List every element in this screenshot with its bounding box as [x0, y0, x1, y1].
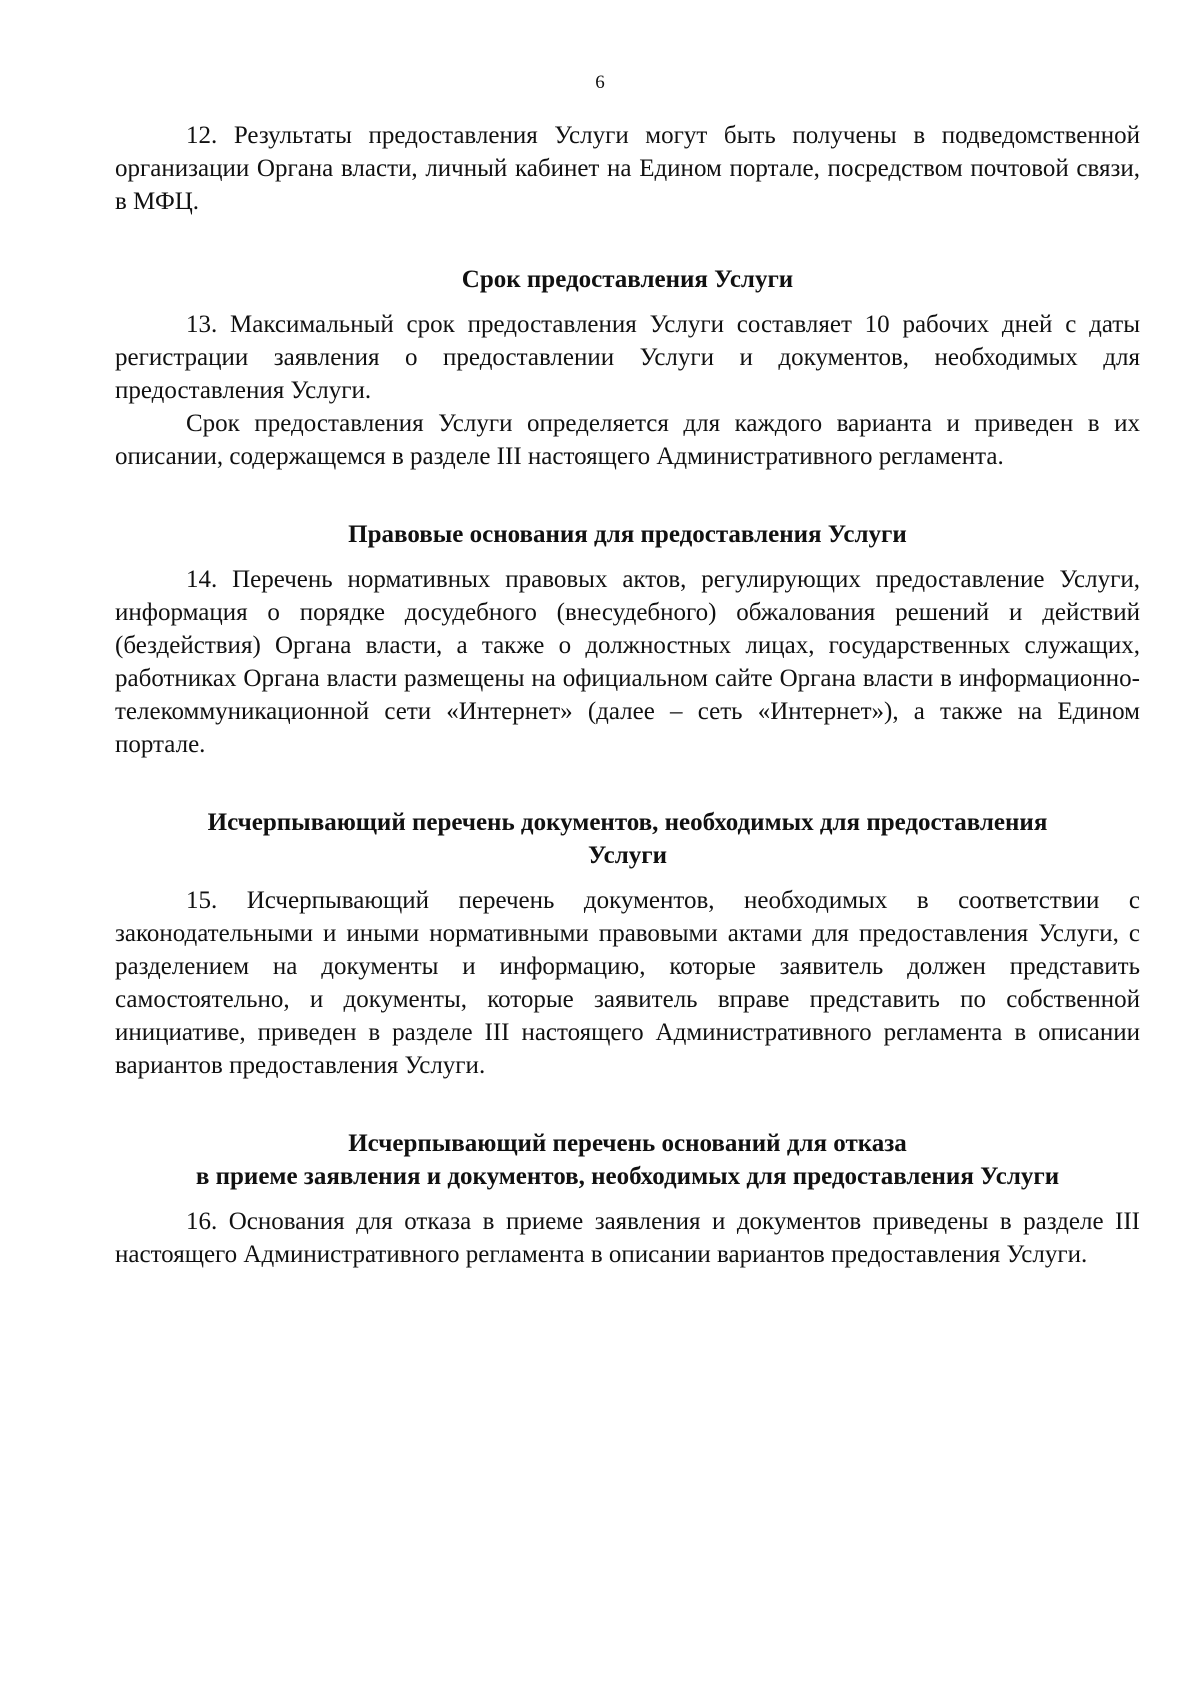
heading-documents	[115, 806, 1140, 872]
heading-refusal	[115, 1127, 1140, 1193]
heading-refusal-line-1: Исчерпывающий перечень оснований для отказа	[348, 1130, 907, 1157]
heading-legal-basis: Правовые основания для предоставления Услуги	[348, 521, 907, 548]
heading-refusal-line-2: в приеме заявления и документов, необходимых для предоставления Услуги	[195, 1163, 1060, 1190]
document-body	[115, 119, 1140, 1271]
paragraph-14: 14. Перечень нормативных правовых актов, регулирующих предоставление Услуги, информация о порядке досудебного (внесудебного) обжалования решений и действий (бездействия) Органа власти, а также о должностных лицах, государственных служащих, работниках Органа власти размещены на официальном сайте Органа власти в информационно-телекоммуникационной сети «Интернет» (далее – сеть «Интернет»), а также на Едином портале.	[115, 566, 1140, 758]
paragraph-12: 12. Результаты предоставления Услуги могут быть получены в подведомственной организации Органа власти, личный кабинет на Едином портале, посредством почтовой связи, в МФЦ.	[115, 122, 1140, 215]
heading-term: Срок предоставления Услуги	[461, 266, 794, 293]
paragraph-16: 16. Основания для отказа в приеме заявления и документов приведены в разделе III настоящего Административного регламента в описании вариантов предоставления Услуги.	[115, 1208, 1140, 1268]
heading-documents-line-1: Исчерпывающий перечень документов, необходимых для предоставления	[207, 809, 1048, 836]
heading-documents-line-2: Услуги	[587, 842, 668, 869]
paragraph-15: 15. Исчерпывающий перечень документов, необходимых в соответствии с законодательными и иными нормативными правовыми актами для предоставления Услуги, с разделением на документы и информацию, которые заявитель должен представить самостоятельно, и документы, которые заявитель вправе представить по собственной инициативе, приведен в разделе III настоящего Административного регламента в описании вариантов предоставления Услуги.	[115, 887, 1140, 1079]
paragraph-13: 13. Максимальный срок предоставления Услуги составляет 10 рабочих дней с даты регистрации заявления о предоставлении Услуги и документов, необходимых для предоставления Услуги.	[115, 311, 1140, 404]
paragraph-13-continued: Срок предоставления Услуги определяется для каждого варианта и приведен в их описании, содержащемся в разделе III настоящего Административного регламента.	[115, 410, 1140, 470]
page-number: 6	[595, 72, 605, 93]
